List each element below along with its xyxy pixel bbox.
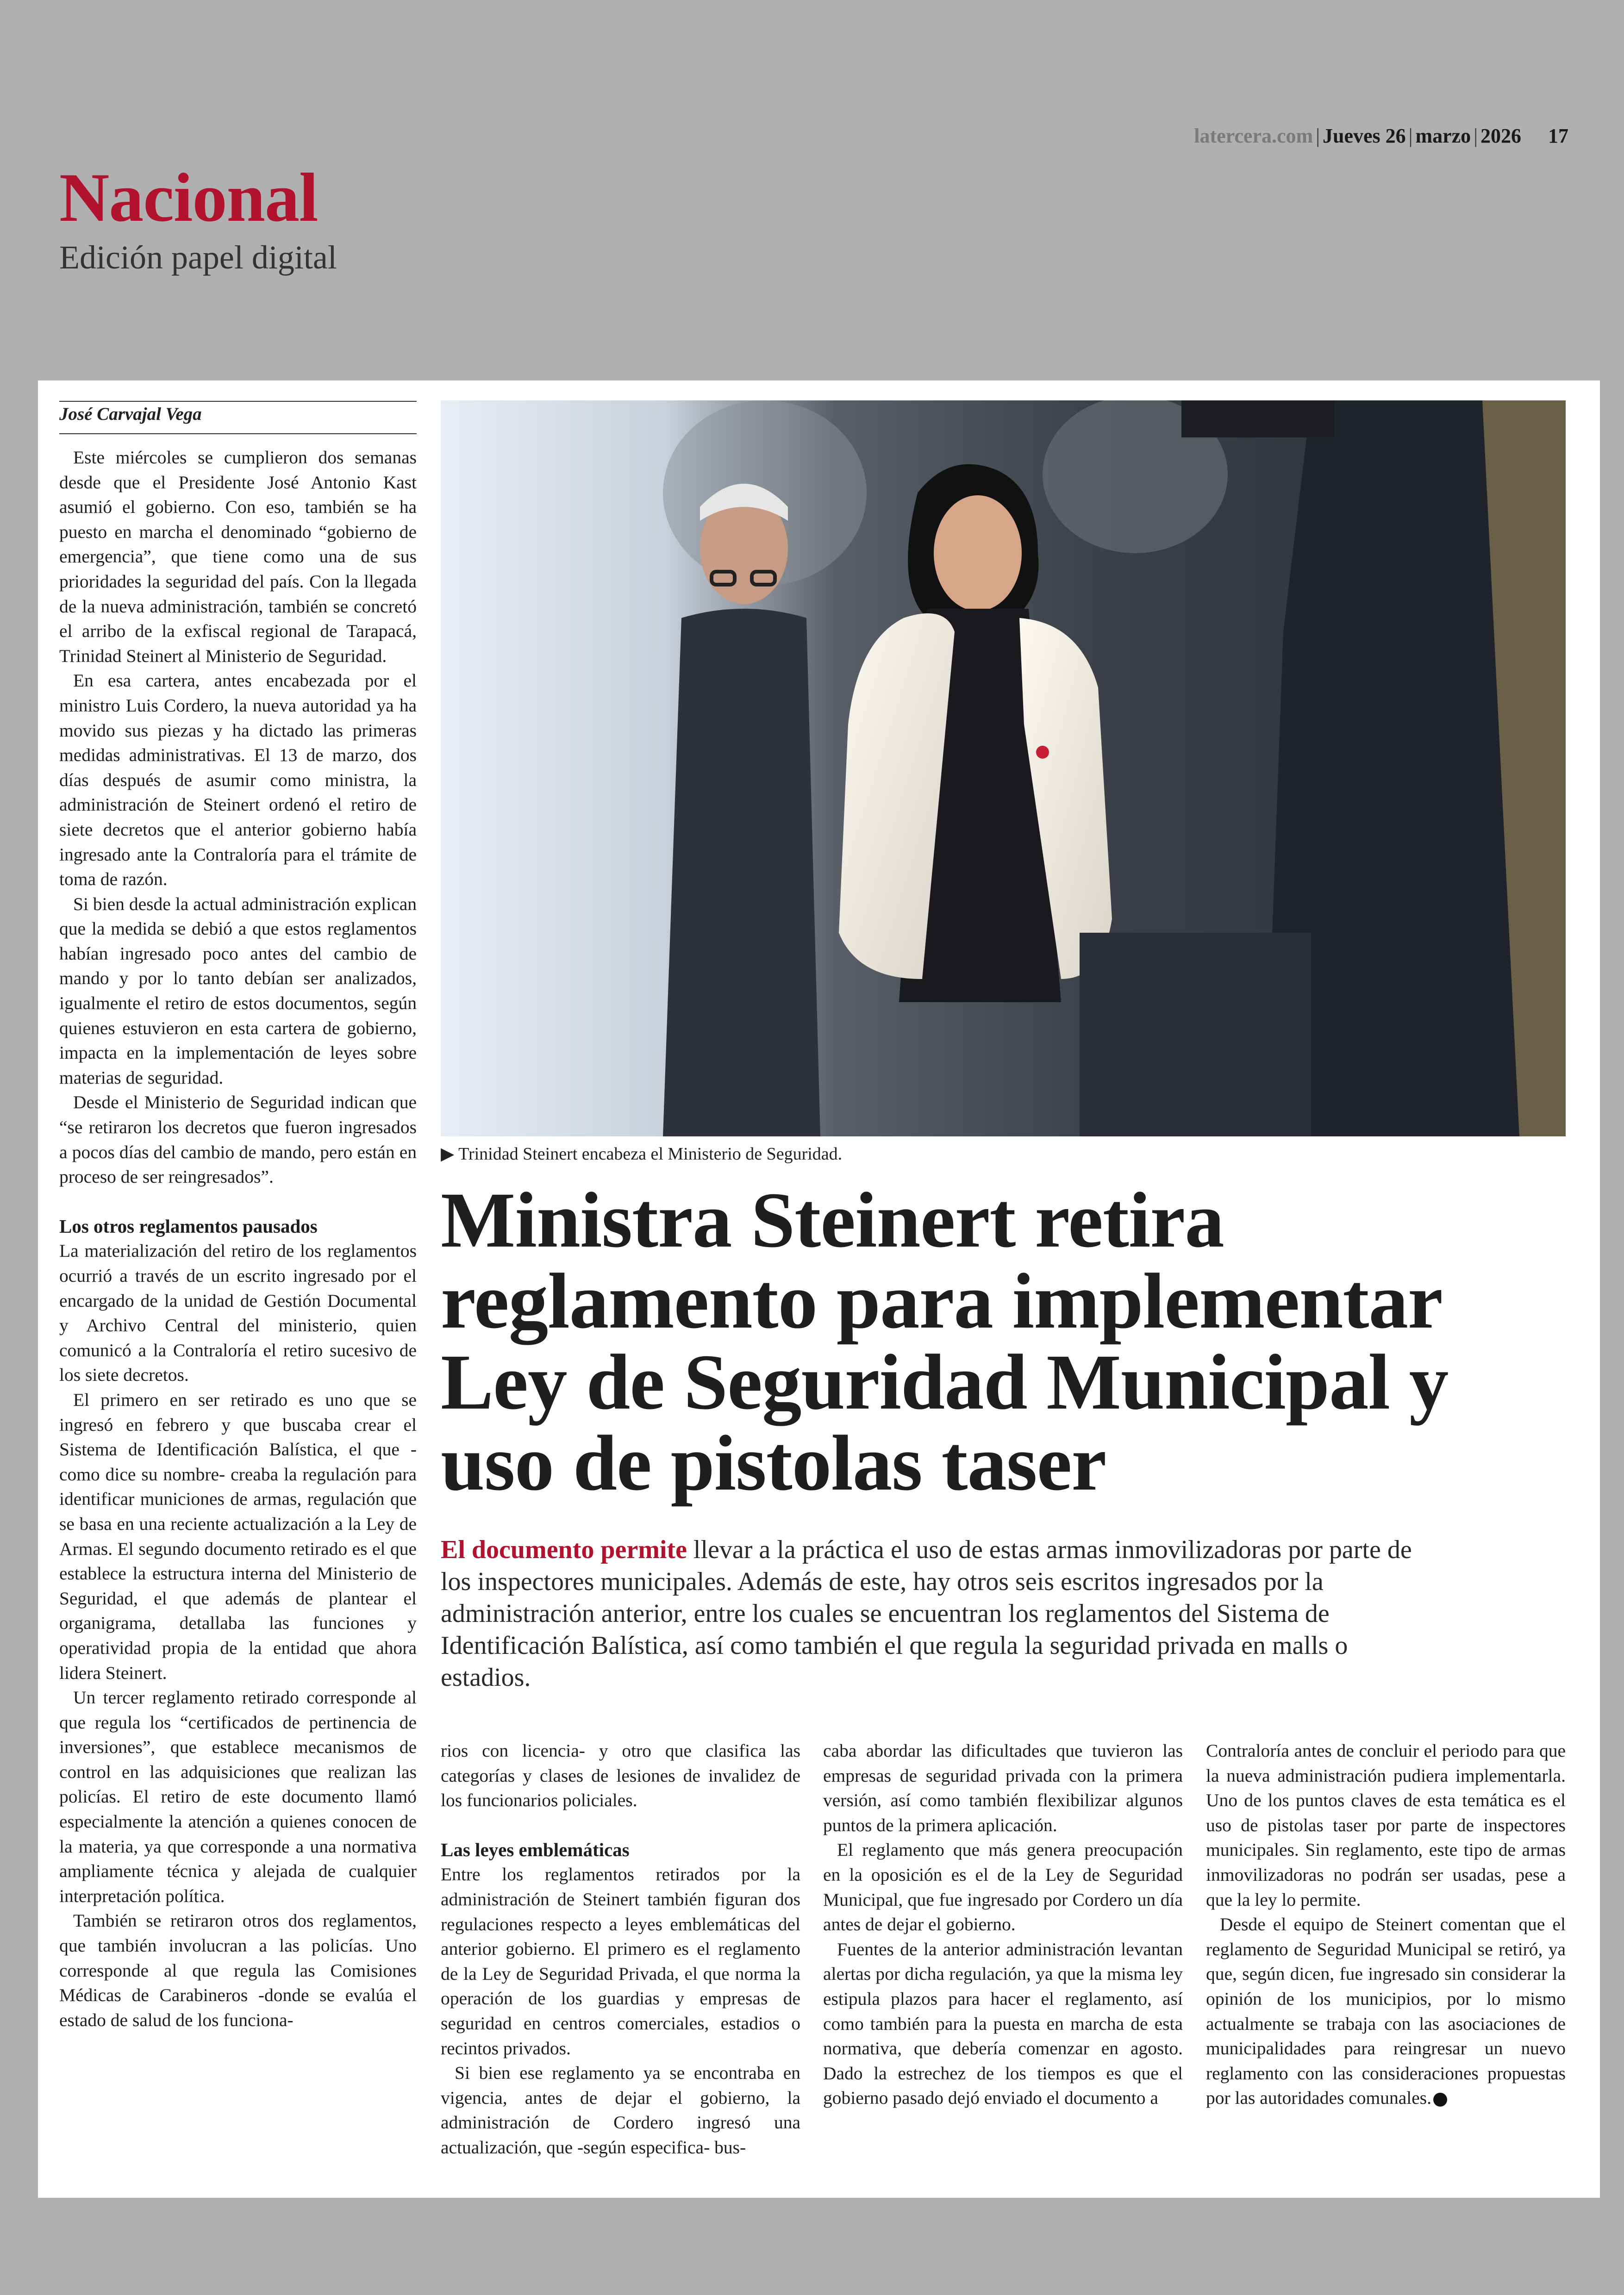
paragraph: La materialización del retiro de los reglamentos ocurrió a través de un escrito ingresado por el encargado de la unidad de Gestión Documental y Archivo Central del ministerio, quien comunicó a la Contraloría el retiro sucesivo de los siete decretos. [59, 1241, 417, 1385]
paragraph: También se retiraron otros dos reglamentos, que también involucran a las policías. Uno corresponde al que regula las Comisiones Médicas de Carabineros -donde se evalúa el estado de salud de los funciona- [59, 1910, 417, 2030]
subheading: Las leyes emblemáticas [441, 1839, 630, 1860]
paragraph: Entre los reglamentos retirados por la administración de Steinert también figuran dos regulaciones respecto a leyes emblemáticas del anterior gobierno. El primero es el reglamento de la Ley de Seguridad Privada, el que norma la operación de los guardias y empresas de seguridad en centros comerciales, estadios o recintos privados. [441, 1864, 800, 2058]
end-of-article-bullet-icon [1433, 2093, 1447, 2107]
spacer [59, 1190, 417, 1214]
paragraph: Contraloría antes de concluir el periodo para que la nueva administración pudiera implementarla. Uno de los puntos claves de esta temática es el uso de pistolas taser por parte de inspectores municipales. Sin reglamento, este tipo de armas inmovilizadoras no podrán ser usadas, pese a que la ley lo permite. [1206, 1740, 1566, 1910]
photo-caption [441, 1143, 842, 1164]
byline-rule-bottom [59, 433, 417, 434]
date-day: Jueves 26 [1323, 125, 1406, 147]
separator: | [1408, 125, 1413, 147]
date-month: marzo [1415, 125, 1471, 147]
article-column-2 [441, 1739, 800, 2160]
byline: José Carvajal Vega [59, 404, 202, 424]
separator: | [1474, 125, 1478, 147]
article-column-1 [59, 445, 417, 2033]
paragraph: Si bien ese reglamento ya se encontraba en vigencia, antes de dejar el gobierno, la administración de Cordero ingresó una actualización, que -según especifica- bus- [441, 2063, 800, 2158]
article-column-3 [823, 1739, 1183, 2111]
photo-illustration [441, 400, 1566, 1136]
paragraph: Este miércoles se cumplieron dos semanas desde que el Presidente José Antonio Kast asumió el gobierno. Con eso, también se ha puesto en marcha el denominado “gobierno de emergencia”, que tiene como una de sus prioridades la seguridad del país. Con la llegada de la nueva administración, también se concretó el arribo de la exfiscal regional de Tarapacá, Trinidad Steinert al Ministerio de Seguridad. [59, 447, 417, 666]
page-number: 17 [1548, 125, 1568, 147]
paragraph [1206, 1912, 1566, 2111]
separator: | [1316, 125, 1320, 147]
site-name: latercera.com [1194, 125, 1313, 147]
date-year: 2026 [1480, 125, 1521, 147]
article-photo [441, 400, 1566, 1136]
byline-rule-top [59, 401, 417, 402]
dateline [1194, 124, 1568, 148]
headline-line: uso de pistolas taser [441, 1419, 1106, 1507]
deck-kicker: El documento permite [441, 1535, 687, 1564]
headline-line: Ministra Steinert retira [441, 1176, 1224, 1264]
headline-line: Ley de Seguridad Municipal y [441, 1338, 1449, 1426]
triangle-right-icon: ▶ [441, 1144, 455, 1164]
deck-text: llevar a la práctica el uso de estas armas inmovilizadoras por parte de los inspectores municipales. Además de este, hay otros seis escritos ingresados por la administración anterior, entre los cuales se encuentran los reglamentos del Sistema de Identificación Balística, así como también el que regula la seguridad privada en malls o estadios. [441, 1535, 1412, 1692]
paragraph: Si bien desde la actual administración explican que la medida se debió a que estos reglamentos habían ingresado poco antes del cambio de mando y por lo tanto debían ser analizados, igualmente el retiro de estos documentos, según quienes estuvieron en esta cartera de gobierno, impacta en la implementación de leyes sobre materias de seguridad. [59, 893, 417, 1088]
edition-subtitle: Edición papel digital [59, 239, 337, 276]
paragraph: rios con licencia- y otro que clasifica las categorías y clases de lesiones de invalidez de los funcionarios policiales. [441, 1740, 800, 1811]
paragraph: El primero en ser retirado es uno que se ingresó en febrero y que buscaba crear el Sistema de Identificación Balística, el que -como dice su nombre- creaba la regulación para identificar municiones de armas, regulación que se basa en una reciente actualización a la Ley de Armas. El segundo documento retirado es el que establece la estructura interna del Ministerio de Seguridad, el que además de plantear el organigrama, detallaba las funciones y operatividad propia de la entidad que ahora lidera Steinert. [59, 1389, 417, 1683]
caption-text: Trinidad Steinert encabeza el Ministerio de Seguridad. [458, 1144, 843, 1164]
paragraph: Fuentes de la anterior administración levantan alertas por dicha regulación, ya que la misma ley estipula plazos para hacer el reglamento, así como también para la puesta en marcha de esta normativa, que debería comenzar en agosto. Dado la estrechez de los tiempos es que el gobierno pasado dejó enviado el documento a [823, 1939, 1183, 2108]
section-title: Nacional [59, 159, 318, 236]
article-column-4 [1206, 1739, 1566, 2111]
paragraph: El reglamento que más genera preocupación en la oposición es el de la Ley de Seguridad Municipal, que fue ingresado por Cordero un día antes de dejar el gobierno. [823, 1840, 1183, 1935]
paragraph: caba abordar las dificultades que tuvieron las empresas de seguridad privada con la primera versión, así como también flexibilizar algunos puntos de la primera aplicación. [823, 1740, 1183, 1835]
paragraph-text: Desde el equipo de Steinert comentan que el reglamento de Seguridad Municipal se retiró, ya que, según dicen, fue ingresado sin considerar la opinión de los municipios, por lo mismo actualmente se trabaja con las asociaciones de municipalidades para reingresar un nuevo reglamento con las consideraciones propuestas por las autoridades comunales. [1206, 1914, 1566, 2108]
subheading: Los otros reglamentos pausados [59, 1215, 318, 1237]
paragraph: En esa cartera, antes encabezada por el ministro Luis Cordero, la nueva autoridad ya ha movido sus piezas y ha dictado las primeras medidas administrativas. El 13 de marzo, dos días después de asumir como ministra, la administración de Steinert ordenó el retiro de siete decretos que el anterior gobierno había ingresado ante la Contraloría para el trámite de toma de razón. [59, 670, 417, 890]
headline [441, 1176, 1580, 1507]
paragraph: Desde el Ministerio de Seguridad indican que “se retiraron los decretos que fueron ingresados a pocos días del cambio de mando, pero están en proceso de ser reingresados”. [59, 1092, 417, 1187]
paragraph: Un tercer reglamento retirado corresponde al que regula los “certificados de pertinencia de inversiones”, que establece mecanismos de control en las adquisiciones que realizan las policías. El retiro de este documento llamó especialmente la atención a quienes conocen de la materia, ya que corresponde a una normativa ampliamente técnica y alejada de cualquier interpretación política. [59, 1687, 417, 1906]
spacer [441, 1813, 800, 1838]
article-deck [441, 1534, 1436, 1694]
headline-line: reglamento para implementar [441, 1257, 1443, 1345]
